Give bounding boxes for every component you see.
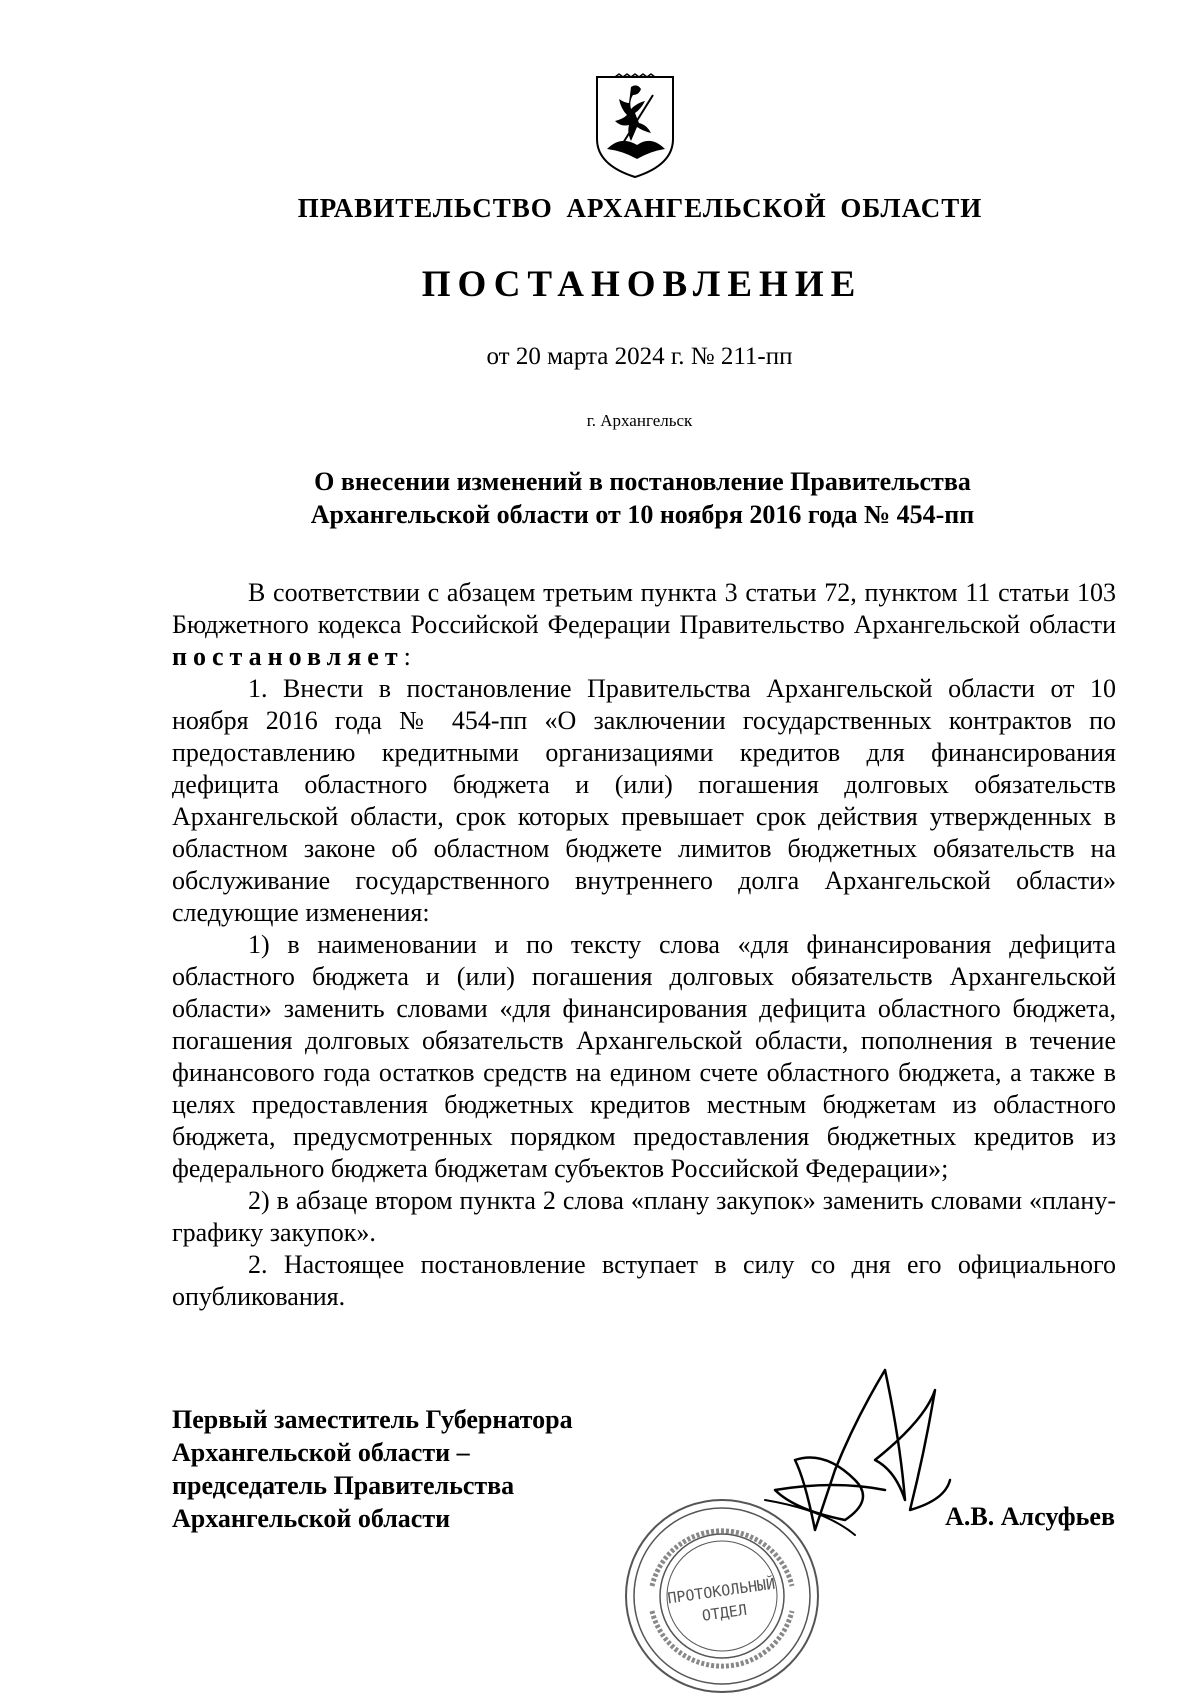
paragraph-subitem-1: 1) в наименовании и по тексту слова «для финансирования дефицита областного бюджета и (или) погашения долговых обязательств Архангельской области» заменить словами «для финансирования дефицита областного бюджета, погашения долговых обязательств Архангельской области, пополнения в течение финансового года остатков средств на едином счете областного бюджета, а также в целях предоставления бюджетных кредитов местным бюджетам из областного бюджета, предусмотренных порядком предоставления бюджетных кредитов из федерального бюджета бюджетам субъектов Российской Федерации»; (172, 930, 1116, 1183)
document-title (0, 465, 1200, 531)
preamble-colon: : (403, 642, 411, 671)
document-city: г. Архангельск (586, 411, 693, 430)
document-date-number: от 20 марта 2024 г. № 211-пп (486, 343, 793, 370)
official-stamp (622, 1496, 822, 1696)
signer-position (172, 1403, 573, 1535)
signer-position-line: Архангельской области (172, 1504, 451, 1533)
signer-position-line: председатель Правительства (172, 1471, 515, 1500)
preamble-text: В соответствии с абзацем третьим пункта 3 статьи 72, пунктом 11 статьи 103 Бюджетного кодекса Российской Федерации Правительство Архангельской области (172, 578, 1116, 639)
organization-name: ПРАВИТЕЛЬСТВО АРХАНГЕЛЬСКОЙ ОБЛАСТИ (297, 193, 983, 223)
paragraph-item-1: 1. Внести в постановление Правительства Архангельской области от 10 ноября 2016 года № 454-пп «О заключении государственных контрактов по предоставлению кредитными организациями кредитов для финансирования дефицита областного бюджета и (или) погашения долговых обязательств Архангельской области, срок которых превышает срок действия утвержденных в областном законе об областном бюджете лимитов бюджетных обязательств на обслуживание государственного внутреннего долга Архангельской области» следующие изменения: (172, 674, 1116, 927)
signer-position-line: Архангельской области – (172, 1438, 470, 1467)
document-body (172, 577, 1116, 1313)
document-title-line: О внесении изменений в постановление Правительства (314, 467, 971, 496)
paragraph-item-2: 2. Настоящее постановление вступает в силу со дня его официального опубликования. (172, 1250, 1116, 1311)
paragraph-subitem-2: 2) в абзаце втором пункта 2 слова «плану закупок» заменить словами «плану-графику закупок». (172, 1186, 1116, 1247)
paragraph-preamble (172, 577, 1116, 673)
signer-name: А.В. Алсуфьев (945, 1502, 1115, 1531)
stamp-center-line: ПРОТОКОЛЬНЫЙ (666, 1574, 777, 1608)
document-title-line: Архангельской области от 10 ноября 2016 года № 454-пп (310, 500, 975, 529)
coat-of-arms-emblem (593, 73, 677, 181)
signer-position-line: Первый заместитель Губернатора (172, 1405, 573, 1434)
document-type-heading: ПОСТАНОВЛЕНИЕ (421, 264, 863, 305)
resolves-word: постановляет (172, 642, 404, 671)
stamp-center-line: ОТДЕЛ (700, 1600, 748, 1625)
